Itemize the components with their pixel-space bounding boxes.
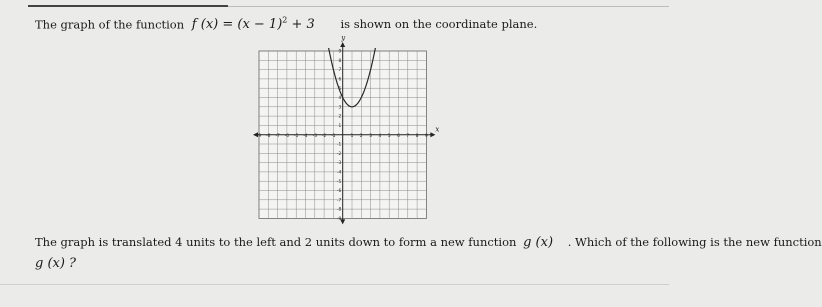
y-tick-label: 2 [338, 114, 342, 120]
y-tick-label: -1 [336, 142, 342, 148]
x-tick-label: -9 [256, 133, 262, 139]
function-g-question: g (x) ? [35, 256, 77, 271]
x-tick-label: -7 [275, 133, 280, 139]
y-tick-label: 8 [338, 58, 342, 64]
function-f-exponent: 2 [282, 16, 288, 25]
y-tick-label: -6 [336, 189, 342, 195]
y-tick-label: 5 [338, 86, 342, 92]
coordinate-plane [247, 34, 440, 231]
x-tick-label: -3 [312, 133, 317, 139]
x-tick-label: -8 [266, 133, 271, 139]
y-tick-label: -9 [336, 217, 342, 222]
intro-prefix: The graph of the function [35, 17, 185, 32]
x-tick-label: 5 [387, 133, 391, 139]
header-rule [28, 5, 228, 7]
y-axis-label: y [341, 34, 346, 42]
intro-suffix: is shown on the coordinate plane. [340, 17, 538, 32]
y-tick-label: -2 [336, 151, 342, 157]
x-tick-label: 3 [369, 133, 372, 139]
x-tick-label: -5 [294, 133, 299, 139]
x-tick-label: 8 [415, 133, 419, 139]
x-tick-label: 1 [350, 133, 354, 139]
x-tick-label: 6 [397, 133, 400, 139]
y-tick-label: 3 [338, 105, 342, 111]
function-f-tail: + 3 [291, 17, 315, 33]
x-tick-label: -6 [284, 133, 290, 139]
x-tick-label: 2 [359, 133, 363, 139]
question-text [35, 235, 822, 250]
question-function-line [35, 256, 76, 271]
x-tick-label: 4 [378, 133, 382, 139]
header-divider [228, 6, 669, 7]
y-tick-label: 9 [338, 49, 342, 55]
y-tick-label: -5 [336, 179, 342, 185]
y-tick-label: -4 [336, 170, 342, 176]
y-tick-label: 6 [338, 77, 342, 83]
function-g-label: g (x) [523, 235, 554, 250]
x-tick-label: -2 [321, 133, 327, 139]
y-tick-label: 7 [338, 68, 342, 74]
y-tick-label: -8 [336, 207, 342, 213]
x-tick-label: -1 [331, 133, 336, 139]
function-f-base: f (x) = (x − 1) [191, 17, 283, 33]
footer-divider [0, 284, 669, 285]
y-tick-label: -7 [336, 198, 342, 204]
question-part-a: The graph is translated 4 units to the left and 2 units down to form a new function [35, 235, 517, 249]
problem-intro [35, 16, 537, 32]
y-tick-label: -3 [336, 161, 342, 167]
y-tick-label: 1 [338, 124, 342, 129]
x-tick-label: 9 [425, 133, 428, 139]
function-f-expression [192, 17, 315, 32]
x-tick-label: 7 [406, 133, 410, 139]
x-axis-label: x [435, 125, 440, 134]
question-part-b: . Which of the following is the new function [567, 235, 822, 249]
y-axis-arrow [340, 42, 345, 47]
y-tick-label: 4 [338, 96, 342, 102]
x-tick-label: -4 [303, 133, 308, 139]
